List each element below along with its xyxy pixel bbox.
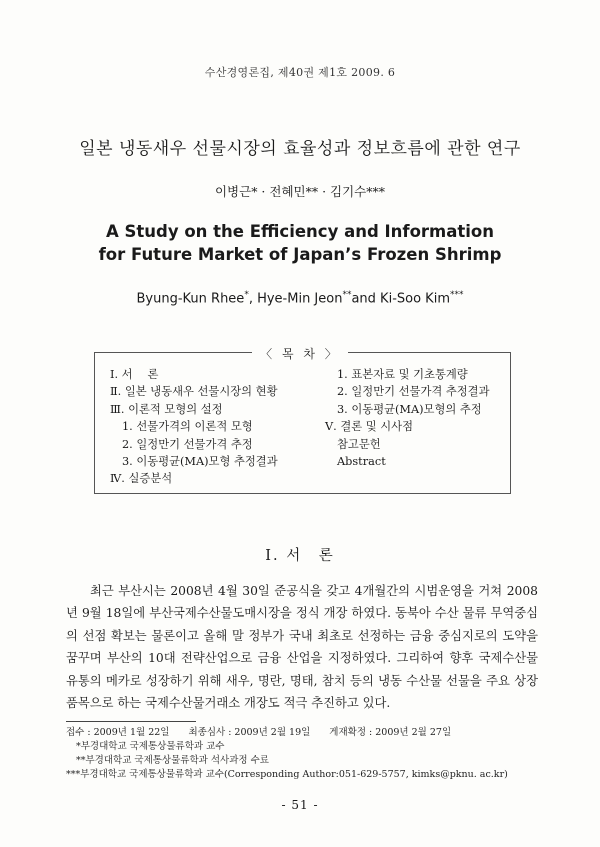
title-english-line1: A Study on the Efficiency and Information (106, 222, 494, 241)
toc-item: Abstract (337, 454, 386, 468)
footnote-dates: 접수 : 2009년 1월 22일 최종심사 : 2009년 2월 19일 게재확정 : 2009년 2월 27일 (66, 727, 452, 738)
toc-item: 3. 이동평균(MA)모형 추정결과 (122, 454, 278, 468)
footnote-author-1: *부경대학교 국제통상물류학과 교수 (76, 741, 225, 752)
author-1: Byung-Kun Rhee (136, 291, 245, 307)
toc-item: 3. 이동평균(MA)모형의 추정 (337, 402, 482, 416)
footnote-author-2: **부경대학교 국제통상물류학과 석사과정 수료 (76, 755, 269, 766)
toc-right-column (325, 366, 490, 470)
page-number: - 51 - (281, 798, 319, 812)
journal-header: 수산경영론집, 제40권 제1호 2009. 6 (204, 66, 396, 79)
author-2-mark: ** (342, 290, 352, 300)
toc-left-column (110, 366, 278, 488)
toc-item: Ⅴ. 결론 및 시사점 (325, 420, 413, 434)
title-english (0, 220, 600, 266)
author-3: and Ki-Soo Kim (351, 291, 450, 307)
authors-english: Byung-Kun Rhee*, Hye-Min Jeon**and Ki-Soo Kim*** (136, 290, 464, 307)
authors-korean: 이병근* · 전혜민** · 김기수*** (214, 184, 386, 199)
toc-item: Ⅲ. 이론적 모형의 설정 (110, 402, 223, 416)
footnote-divider (66, 721, 196, 722)
author-3-mark: *** (449, 290, 464, 300)
toc-item: Ⅰ. 서 론 (110, 368, 159, 381)
title-english-line2: for Future Market of Japan’s Frozen Shrimp (98, 245, 502, 264)
section-heading: Ⅰ. 서 론 (265, 548, 335, 564)
author-1-mark: * (244, 290, 249, 300)
footnote-author-3: ***부경대학교 국제통상물류학과 교수(Corresponding Author:051-629-5757, kimks@pknu. ac.kr) (66, 769, 508, 780)
toc-item: 1. 표본자료 및 기초통계량 (337, 368, 468, 381)
toc-item: 2. 일정만기 선물가격 추정 (122, 437, 253, 451)
author-2: Hye-Min Jeon (257, 291, 343, 307)
toc-item: Ⅳ. 실증분석 (110, 472, 173, 486)
toc-item: Ⅱ. 일본 냉동새우 선물시장의 현황 (110, 385, 278, 399)
toc-item: 참고문헌 (337, 437, 381, 451)
body-paragraph: 최근 부산시는 2008년 4월 30일 준공식을 갖고 4개월간의 시범운영을 거쳐 2008년 9월 18일에 부산국제수산물도매시장을 정식 개장 하였다. 동북아 수산 물류 무역중심의 선점 확보는 물론이고 올해 말 정부가 국내 최초로 선정하는 금융 중심지로의 도약을 꿈꾸며 부산의 10대 전략산업으로 금융 산업을 지정하였다. 그리하여 향후 국제수산물 유통의 메카로 성장하기 위해 새우, 명란, 명태, 참치 등의 냉동 수산물 선물을 주요 상장품목으로 하는 국제수산물거래소 개장도 적극 추진하고 있다. (66, 584, 538, 711)
title-korean: 일본 냉동새우 선물시장의 효율성과 정보흐름에 관한 연구 (79, 139, 521, 159)
toc-item: 2. 일정만기 선물가격 추정결과 (337, 385, 490, 399)
toc-item: 1. 선물가격의 이론적 모형 (122, 420, 253, 434)
toc-title: 〈 목 차 〉 (252, 347, 348, 361)
toc-header (0, 343, 600, 362)
